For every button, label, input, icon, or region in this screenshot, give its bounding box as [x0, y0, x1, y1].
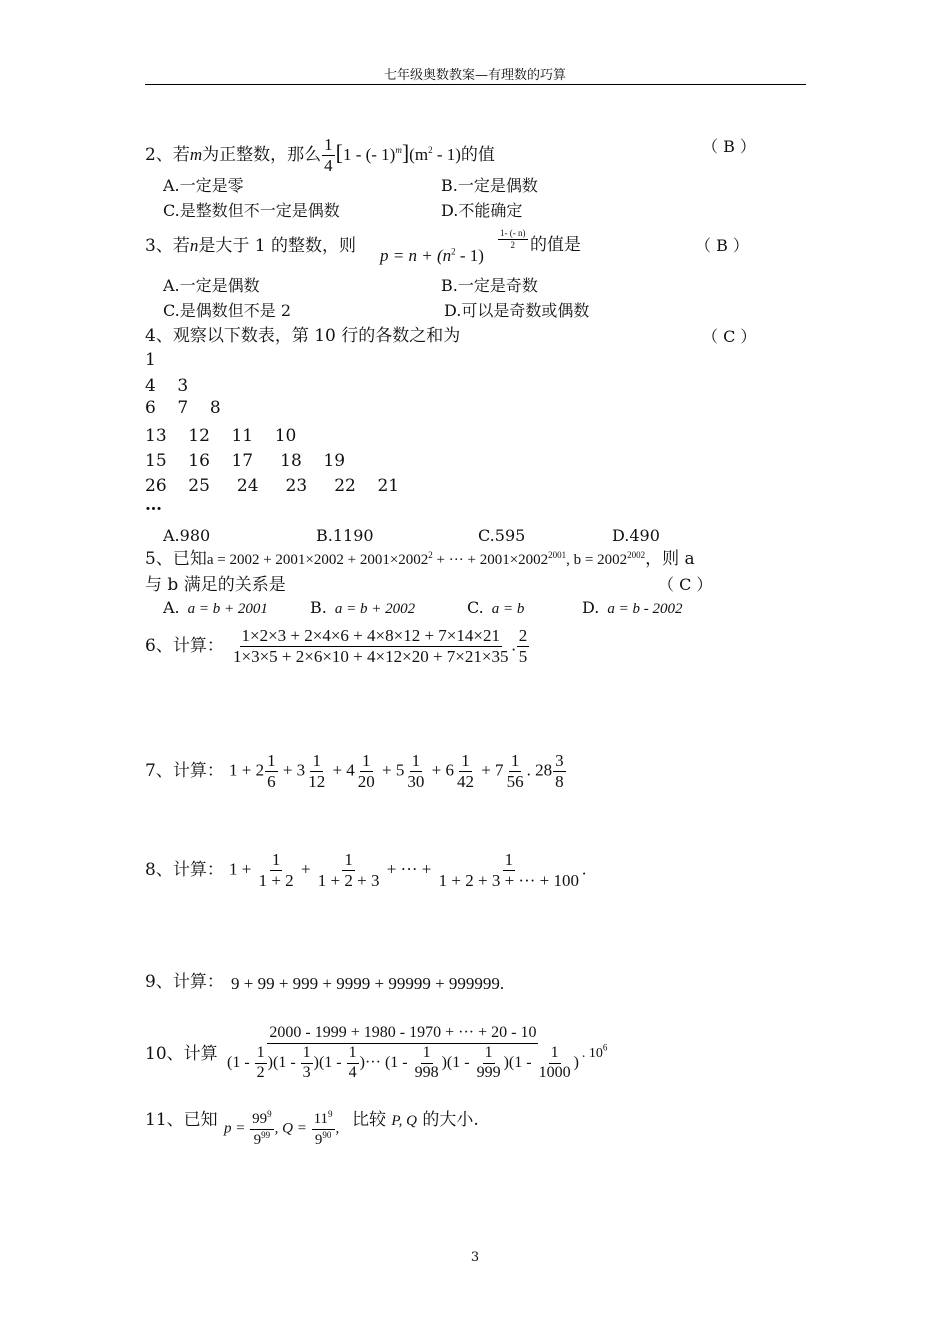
- page-number: 3: [470, 1250, 480, 1265]
- q5-number: 5、已知: [145, 549, 207, 569]
- q2-tail: 的值: [460, 144, 495, 165]
- q9-expression: 9 + 99 + 999 + 9999 + 99999 + 999999.: [231, 974, 505, 993]
- q4-answer: （ C ）: [702, 327, 757, 346]
- question-5: [145, 551, 695, 568]
- q4-row-5: 15 16 17 18 19: [145, 451, 346, 471]
- q4-option-a: A.980: [163, 526, 211, 545]
- q11-expression: p = $\frac{99^9}{9^{99}}$ , Q = $\frac{11^9}{9^{90}}$ ,: [224, 1109, 340, 1148]
- q5-option-a: A. a = b + 2001: [163, 598, 268, 617]
- q2-number: 2、若: [145, 144, 190, 165]
- q2-bracket-close: ]: [401, 139, 410, 165]
- q2-square: 2: [428, 145, 433, 156]
- question-10: 10、计算: [145, 1044, 218, 1064]
- q2-option-b: B.一定是偶数: [441, 176, 538, 195]
- q2-expr-b: (m: [409, 144, 429, 164]
- q5-option-c: C. a = b: [467, 598, 525, 617]
- q6-answer-fraction: $\frac{2}{5}$: [518, 626, 528, 666]
- q5-formula: $a = 2002 + 2001\times 2002 + 2001\times 2002^2$ + ··· + $2001\times 2002^{2001}$, $b = 2002^{2002}$: [206, 550, 646, 568]
- q4-option-b: B.1190: [316, 526, 374, 545]
- q3-answer: （ B ）: [695, 236, 749, 255]
- q4-option-c: C.595: [478, 526, 526, 545]
- q10-answer-exponent: 6: [602, 1042, 608, 1053]
- q6-expression: $\frac{1\times 2\times 3 + 2\times 4\times 6 + 4\times 8\times 12 + 7\times 14\times 21}{1\times 3\times 5 + 2\times 6\times 10 + 4\times 12\times 20 + 7\times 21\times 35}$ . $\frac{2}{5}$: [233, 626, 528, 666]
- q3-number: 3、若: [145, 236, 190, 256]
- q3-text: 是大于 1 的整数，则: [198, 236, 356, 256]
- q3-var-n: n: [189, 236, 199, 255]
- question-4: 4、观察以下数表，第 10 行的各数之和为: [145, 326, 461, 346]
- q10-numerator: 2000 - 1999 + 1980 - 1970 + ··· + 20 - 10: [267, 1025, 538, 1044]
- q3-option-b: B.一定是奇数: [441, 276, 538, 295]
- page-header: 七年级奥数教案—有理数的巧算: [383, 68, 566, 83]
- q3-option-c: C.是偶数但不是 2: [163, 301, 292, 320]
- q5-answer: （ C ）: [658, 575, 713, 594]
- q4-row-2: 4 3: [145, 376, 189, 396]
- q4-row-1: 1: [145, 350, 156, 370]
- q6-numerator: 1×2×3 + 2×4×6 + 4×8×12 + 7×14×21: [241, 626, 500, 645]
- q2-fraction: $\frac{1}{4}$: [324, 135, 333, 175]
- q2-expr-a: 1 - (- 1): [342, 144, 396, 164]
- question-2: [145, 136, 495, 175]
- question-7: 7、计算：: [145, 761, 224, 781]
- q5-tail: ，则 a: [645, 549, 695, 569]
- q3-option-d: D.可以是奇数或偶数: [444, 301, 590, 320]
- q2-answer: （ B ）: [702, 137, 756, 156]
- q11-text: 比较 P, Q 的大小.: [352, 1110, 479, 1130]
- q7-answer-fraction: $\frac{3}{8}$: [555, 751, 564, 791]
- question-6: 6、计算：: [145, 636, 224, 656]
- q10-answer: . 10: [581, 1045, 603, 1061]
- q8-expression: 1 + $\frac{1}{1 + 2}$ + $\frac{1}{1 + 2 + 3}$ + ··· + $\frac{1}{1 + 2 + 3 + \cdot\cdot\cdot + 100}$ .: [229, 850, 587, 890]
- q2-exponent: m: [395, 145, 402, 156]
- q3-formula: $p = n + (n^2 - 1)$: [380, 246, 484, 265]
- question-11: 11、已知: [145, 1110, 218, 1130]
- q2-bracket-open: [: [335, 139, 343, 165]
- question-3: [145, 237, 356, 255]
- q2-option-c: C.是整数但不一定是偶数: [163, 201, 340, 220]
- header-rule: [145, 84, 806, 85]
- q7-expression: 1 + 2 $\frac{1}{6}$ + 3 $\frac{1}{12}$ + 4 $\frac{1}{20}$ + 5 $\frac{1}{30}$ + 6 $\frac{1}{42}$ + 7 $\frac{1}{56}$ . 28 $\frac{3}{8}$: [229, 751, 564, 791]
- q2-text: 为正整数，那么: [202, 144, 322, 165]
- question-9: 9、计算：: [145, 972, 224, 992]
- q5-line-2: 与 b 满足的关系是: [145, 575, 286, 595]
- q10-denominator: (1 - $\frac{1}{2}$ )(1 - $\frac{1}{3}$ )(1 - $\frac{1}{4}$ )··· (1 - $\frac{1}{998}$ )(1 - $\frac{1}{999}$ )(1 - $\frac{1}{1000}$ ): [227, 1043, 579, 1081]
- q6-denominator: 1×3×5 + 2×6×10 + 4×12×20 + 7×21×35: [233, 646, 509, 666]
- q4-option-d: D.490: [612, 526, 660, 545]
- q2-option-a: A.一定是零: [163, 176, 244, 195]
- q11-vars: P, Q: [391, 1113, 417, 1129]
- q2-option-d: D.不能确定: [441, 201, 523, 220]
- q5-option-d: D. a = b - 2002: [582, 598, 683, 617]
- q3-option-a: A.一定是偶数: [163, 276, 260, 295]
- q10-expression: [224, 1025, 607, 1081]
- question-8: 8、计算：: [145, 860, 224, 880]
- q4-row-3: 6 7 8: [145, 398, 221, 418]
- q5-option-b: B. a = b + 2002: [310, 598, 416, 617]
- q3-exponent: $\frac{1- (- n)}{2}$: [500, 228, 526, 251]
- q4-row-6: 26 25 24 23 22 21: [145, 476, 400, 496]
- q4-ellipsis: …: [145, 495, 162, 515]
- q2-expr-c: - 1): [432, 144, 461, 164]
- q2-var-m: m: [189, 144, 203, 164]
- q4-row-4: 13 12 11 10: [145, 426, 297, 446]
- q3-tail: 的值是: [530, 235, 581, 255]
